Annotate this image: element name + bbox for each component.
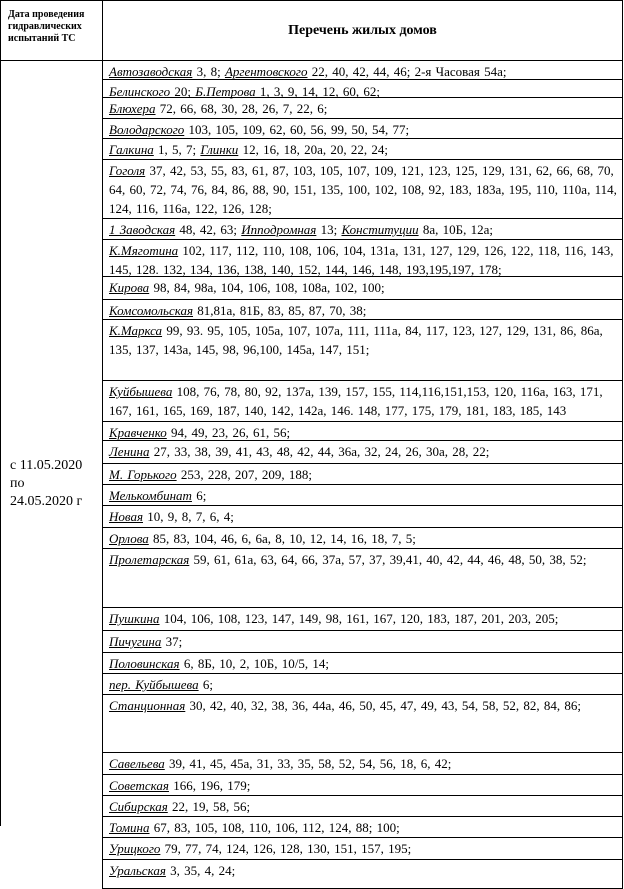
address-row bbox=[102, 380, 623, 422]
house-numbers: 98, 84, 98а, 104, 106, 108, 108а, 102, 100; bbox=[149, 280, 385, 295]
address-row-text bbox=[109, 442, 618, 461]
address-row bbox=[102, 484, 623, 506]
street-name: Мелькомбинат bbox=[109, 488, 192, 503]
address-row bbox=[102, 97, 623, 119]
house-numbers: 103, 105, 109, 62, 60, 56, 99, 50, 54, 77; bbox=[184, 122, 410, 137]
address-row-text bbox=[109, 654, 618, 673]
street-name: Белинского bbox=[109, 84, 171, 99]
address-row bbox=[102, 774, 623, 796]
house-numbers: 6; bbox=[198, 677, 213, 692]
address-row bbox=[102, 138, 623, 160]
address-row-text bbox=[109, 161, 618, 218]
address-row-text bbox=[109, 465, 618, 484]
address-row bbox=[102, 652, 623, 674]
address-row-text bbox=[109, 696, 618, 715]
street-name: Кравченко bbox=[109, 425, 167, 440]
address-row bbox=[102, 630, 623, 653]
house-numbers: 37; bbox=[161, 634, 183, 649]
house-numbers: 108, 76, 78, 80, 92, 137а, 139, 157, 155, 114,116,151,153, 120, 116а, 163, 171, 167, 161, 165, 169, 187, 140, 142, 142а, 146. 148, 177, 175, 179, 181, 183, 185, 143 bbox=[109, 384, 603, 418]
house-numbers: 27, 33, 38, 39, 41, 43, 48, 42, 44, 36а, 32, 24, 26, 30а, 28, 22; bbox=[149, 444, 490, 459]
street-name: Пролетарская bbox=[109, 552, 190, 567]
address-row-text bbox=[109, 120, 618, 139]
address-row-text bbox=[109, 382, 618, 420]
address-row bbox=[102, 118, 623, 139]
house-numbers: 39, 41, 45, 45а, 31, 33, 35, 58, 52, 54, 56, 18, 6, 42; bbox=[164, 756, 452, 771]
address-row bbox=[102, 859, 623, 889]
address-row bbox=[102, 299, 623, 320]
house-numbers: 6; bbox=[191, 488, 207, 503]
address-row-text bbox=[109, 99, 618, 118]
house-numbers: 99, 93. 95, 105, 105а, 107, 107а, 111, 111а, 84, 117, 123, 127, 129, 131, 86, 86а, 135, 137, 143а, 145, 98, 96,100, 145а, 147, 151; bbox=[109, 323, 603, 357]
address-row-text bbox=[109, 797, 618, 816]
house-numbers: 85, 83, 104, 46, 6, 6а, 8, 10, 12, 14, 16, 18, 7, 5; bbox=[148, 531, 416, 546]
street-name: Блюхера bbox=[109, 101, 156, 116]
street-name: Володарского bbox=[109, 122, 185, 137]
street-name: Сибирская bbox=[109, 799, 168, 814]
street-name: Автозаводская bbox=[109, 64, 193, 79]
house-numbers: 104, 106, 108, 123, 147, 149, 98, 161, 167, 120, 183, 187, 201, 203, 205; bbox=[159, 611, 559, 626]
address-row-text bbox=[109, 241, 618, 279]
street-name: Новая bbox=[109, 509, 143, 524]
street-name: М. Горького bbox=[109, 467, 177, 482]
house-numbers: 3, 8; bbox=[192, 64, 225, 79]
house-numbers: 94, 49, 23, 26, 61, 56; bbox=[166, 425, 291, 440]
house-numbers: 37, 42, 53, 55, 83, 61, 87, 103, 105, 107, 109, 121, 123, 125, 129, 131, 62, 66, 68, 70, 64, 60, 72, 74, 76, 84, 86, 88, 90, 151, 135, 100, 102, 108, 92, 183, 183а, 195, 110, 110а, 114, 124, 116, 116а, 122, 126, 128; bbox=[109, 163, 617, 216]
street-name: Станционная bbox=[109, 698, 186, 713]
house-numbers: 8а, 10Б, 12а; bbox=[418, 222, 493, 237]
street-name: Советская bbox=[109, 778, 169, 793]
address-row-text bbox=[109, 609, 618, 628]
date-range-cell bbox=[0, 60, 103, 826]
street-name: Пичугина bbox=[109, 634, 162, 649]
street-name: Урицкого bbox=[109, 841, 161, 856]
address-row-text bbox=[109, 220, 618, 239]
house-numbers: 48, 42, 63; bbox=[175, 222, 242, 237]
address-row-text bbox=[109, 62, 618, 81]
address-row-text bbox=[109, 818, 618, 837]
address-row-text bbox=[109, 321, 618, 359]
header-date-label: Дата проведения гидравлических испытаний ТС bbox=[8, 9, 85, 44]
street-name: Конституции bbox=[341, 222, 419, 237]
house-numbers: 81,81а, 81Б, 83, 85, 87, 70, 38; bbox=[193, 303, 367, 318]
address-row bbox=[102, 239, 623, 277]
address-row-text bbox=[109, 529, 618, 548]
street-name: Ленина bbox=[109, 444, 150, 459]
address-row bbox=[102, 218, 623, 240]
date-range-text: с 11.05.2020 по 24.05.2020 г bbox=[10, 458, 83, 509]
address-row-text bbox=[109, 550, 618, 569]
address-row bbox=[102, 694, 623, 753]
street-name: Ипподромная bbox=[241, 222, 317, 237]
street-name: Томина bbox=[109, 820, 150, 835]
address-row-text bbox=[109, 776, 618, 795]
street-name: пер. Куйбышева bbox=[109, 677, 199, 692]
house-numbers: 3, 35, 4, 24; bbox=[165, 863, 236, 878]
house-numbers: 1, 3, 9, 14, 12, 60, 62; bbox=[255, 84, 381, 99]
house-numbers: 20; bbox=[170, 84, 196, 99]
address-row bbox=[102, 673, 623, 695]
house-numbers: 59, 61, 61а, 63, 64, 66, 37а, 57, 37, 39,41, 40, 42, 44, 46, 48, 50, 38, 52; bbox=[189, 552, 587, 567]
street-name: Гоголя bbox=[109, 163, 146, 178]
address-row bbox=[102, 795, 623, 817]
header-list-label: Перечень жилых домов bbox=[288, 22, 437, 38]
street-name: Пушкина bbox=[109, 611, 160, 626]
address-row-text bbox=[109, 754, 618, 773]
street-name: Савельева bbox=[109, 756, 165, 771]
street-name: 1 Заводская bbox=[109, 222, 176, 237]
address-row bbox=[102, 816, 623, 838]
address-row-text bbox=[109, 301, 618, 320]
address-row bbox=[102, 752, 623, 775]
street-name: К.Маркса bbox=[109, 323, 163, 338]
house-numbers: 253, 228, 207, 209, 188; bbox=[176, 467, 312, 482]
street-name: Уральская bbox=[109, 863, 166, 878]
street-name: К.Мяготина bbox=[109, 243, 179, 258]
street-name: Глинки bbox=[200, 142, 239, 157]
address-row-text bbox=[109, 861, 618, 880]
address-row-text bbox=[109, 839, 618, 858]
header-list-cell bbox=[102, 0, 623, 61]
address-row bbox=[102, 527, 623, 549]
house-numbers: 6, 8Б, 10, 2, 10Б, 10/5, 14; bbox=[179, 656, 329, 671]
house-numbers: 102, 117, 112, 110, 108, 106, 104, 131а, 131, 127, 129, 126, 122, 118, 116, 143, 145, 128. 132, 134, 136, 138, 140, 152, 144, 146, 148, 193,195,197, 178; bbox=[109, 243, 614, 277]
house-numbers: 12, 16, 18, 20а, 20, 22, 24; bbox=[238, 142, 388, 157]
house-numbers: 166, 196, 179; bbox=[168, 778, 251, 793]
address-row bbox=[102, 60, 623, 80]
address-row bbox=[102, 80, 623, 98]
house-numbers: 79, 77, 74, 124, 126, 128, 130, 151, 157, 195; bbox=[160, 841, 412, 856]
address-row bbox=[102, 159, 623, 219]
address-row bbox=[102, 505, 623, 528]
address-row-text bbox=[109, 507, 618, 526]
street-name: Половинская bbox=[109, 656, 180, 671]
street-name: Куйбышева bbox=[109, 384, 173, 399]
street-name: Кирова bbox=[109, 280, 150, 295]
address-row-text bbox=[109, 486, 618, 505]
address-row bbox=[102, 837, 623, 860]
house-numbers: 72, 66, 68, 30, 28, 26, 7, 22, 6; bbox=[155, 101, 328, 116]
house-numbers: 13; bbox=[316, 222, 342, 237]
street-name: Б.Петрова bbox=[195, 84, 256, 99]
address-row bbox=[102, 607, 623, 631]
address-row bbox=[102, 548, 623, 608]
address-row bbox=[102, 463, 623, 485]
address-row-text bbox=[109, 675, 618, 694]
address-row bbox=[102, 319, 623, 381]
street-name: Орлова bbox=[109, 531, 149, 546]
address-row bbox=[102, 440, 623, 464]
street-name: Аргентовского bbox=[224, 64, 308, 79]
address-row-text bbox=[109, 632, 618, 651]
street-name: Галкина bbox=[109, 142, 154, 157]
address-row bbox=[102, 276, 623, 300]
house-numbers: 1, 5, 7; bbox=[153, 142, 201, 157]
header-date-cell bbox=[0, 0, 103, 61]
house-numbers: 30, 42, 40, 32, 38, 36, 44а, 46, 50, 45, 47, 49, 43, 54, 58, 52, 82, 84, 86; bbox=[185, 698, 581, 713]
house-numbers: 22, 19, 58, 56; bbox=[167, 799, 251, 814]
street-name: Комсомольская bbox=[109, 303, 194, 318]
house-numbers: 10, 9, 8, 7, 6, 4; bbox=[143, 509, 234, 524]
house-numbers: 22, 40, 42, 44, 46; 2-я Часовая 54а; bbox=[307, 64, 507, 79]
address-row bbox=[102, 421, 623, 441]
address-row-text bbox=[109, 278, 618, 297]
address-row-text bbox=[109, 140, 618, 159]
house-numbers: 67, 83, 105, 108, 110, 106, 112, 124, 88; 100; bbox=[149, 820, 400, 835]
